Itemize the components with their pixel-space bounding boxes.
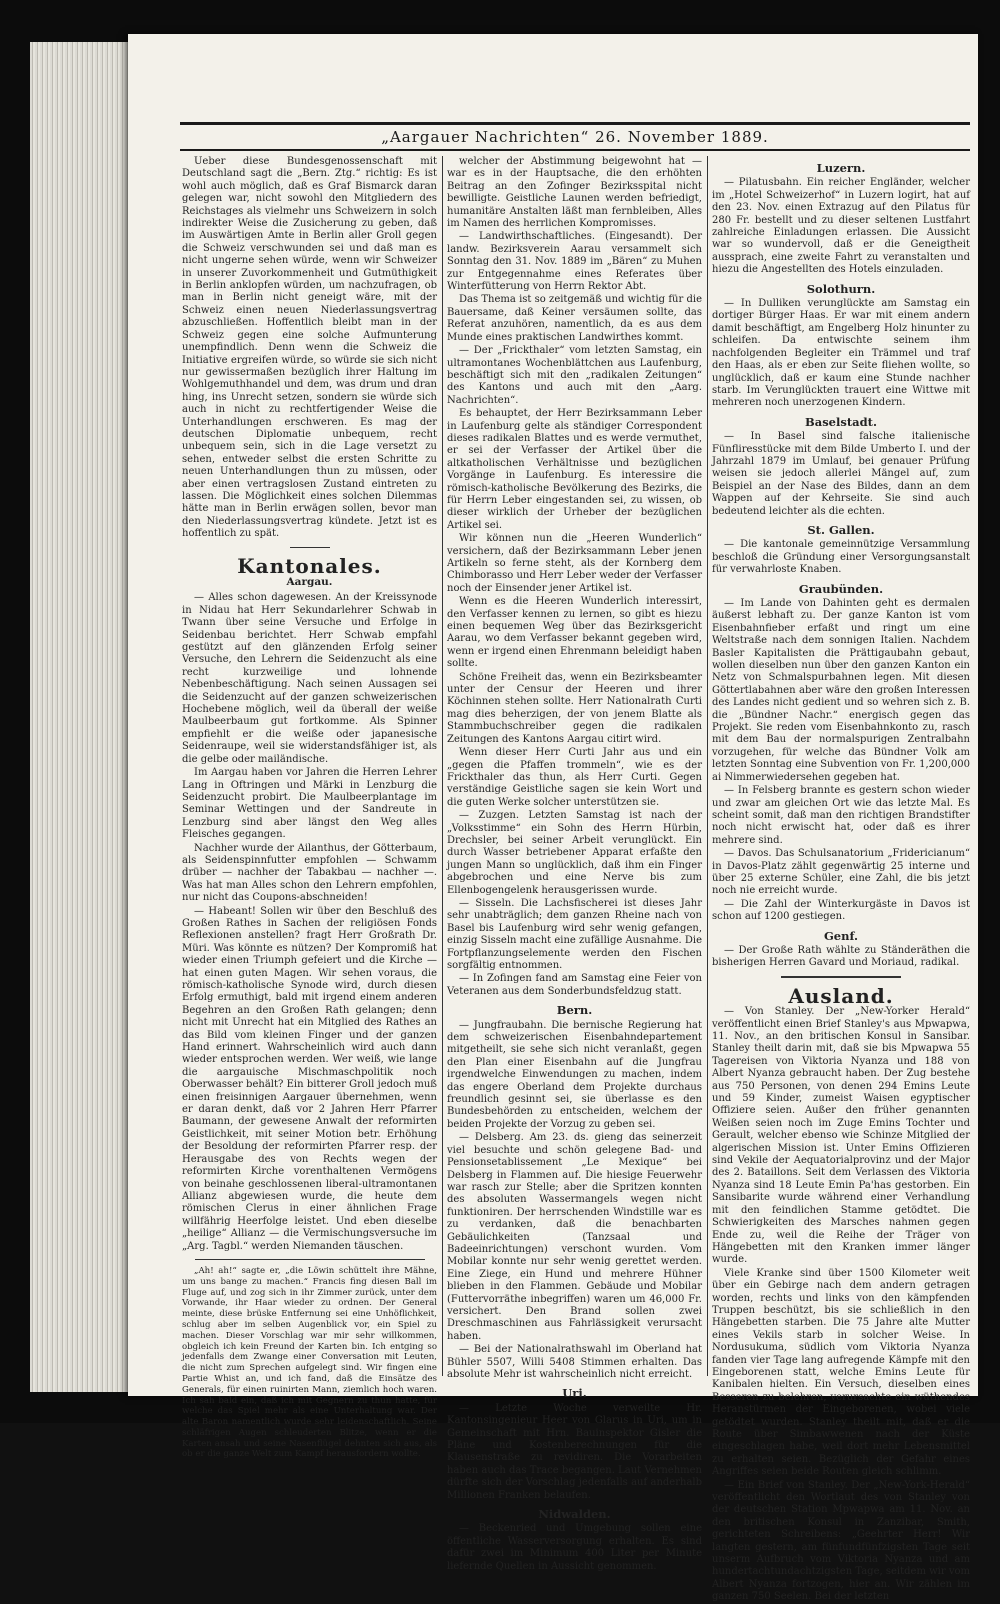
column-divider xyxy=(707,156,708,1376)
article-paragraph: — Jungfraubahn. Die bernische Regierung hat dem schweizerischen Eisenbahndepartement mitgetheilt, sie sehe sich nicht veranlaßt, gegen den Plan einer Eisenbahn auf die Jungfrau irgendwelche Einwendungen zu machen, indem das engere Oberland dem Projekte durchaus freundlich gesinnt sei, sie überlasse es den Bundesbehörden zu entscheiden, welchem der beiden Projekte der Vorzug zu geben sei. xyxy=(447,1019,702,1130)
article-paragraph: Das Thema ist so zeitgemäß und wichtig für die Bauersame, daß Keiner versäumen sollte, das Referat anzuhören, namentlich, da es aus dem Munde eines praktischen Landwirthes kommt. xyxy=(447,294,702,343)
article-paragraph: Wir können nun die „Heeren Wunderlich“ versichern, daß der Bezirksammann Leber jenen Artikeln so ferne steht, als der Kornberg dem Chimborasso und Herr Leber weder der Verfasser noch der Einsender jener Artikel ist. xyxy=(447,533,702,594)
column-3 xyxy=(712,156,970,1603)
article-paragraph: — Der „Frickthaler“ vom letzten Samstag, ein ultramontanes Wochenblättchen aus Laufenburg, beschäftigt sich mit den „radikalen Zeitungen“ des Kantons und auch mit den „Aarg. Nachrichten“. xyxy=(447,345,702,406)
article-paragraph: — In Dulliken verunglückte am Samstag ein dortiger Bürger Haas. Er war mit einem andern damit beschäftigt, am Engelberg Holz hinunter zu schleifen. Da entwischte seinem ihm nachfolgenden Begleiter ein Trämmel und traf den Haas, als er eben zur Seite fliehen wollte, so unglücklich, daß er kaum eine Stunde nachher starb. Im Verunglückten trauert eine Wittwe mit mehreren noch unerzogenen Kindern. xyxy=(712,298,970,409)
section-heading-luzern: Luzern. xyxy=(816,161,866,175)
header-rule-top xyxy=(180,122,970,125)
article-paragraph: Nachher wurde der Ailanthus, der Götterbaum, als Seidenspinnfutter empfohlen — Schwamm drüber — nachher der Tabakbau — nachher —. Was hat man Alles schon den Lehrern empfohlen, nur nicht das Coupons-abschneiden! xyxy=(182,842,437,904)
article-paragraph: Ueber diese Bundesgenossenschaft mit Deutschland sagt die „Bern. Ztg.“ richtig: Es ist wohl auch möglich, daß es Graf Bismarck daran gelegen war, nicht sowohl den Mitgliedern des Reichstages als vielmehr uns Schweizern in solch indirekter Weise die Zusicherung zu geben, daß im Auswärtigen Amte in Berlin aller Groll gegen die Schweiz verschwunden sei und daß man es nicht ungerne sehen würde, wenn wir Schweizer in unserer Zuvorkommenheit und Gutmüthigkeit in Berlin anklopfen würden, um nachzufragen, ob man in Berlin nicht geneigt wäre, mit der Schweiz einen neuen Niederlassungsvertrag abzuschließen. Hoffentlich bleibt man in der Schweiz gegen eine solche Aufmunterung unempfindlich. Denn wenn die Schweiz die Initiative ergreifen würde, so würde sie sich nicht nur gewissermaßen bezüglich ihrer Haltung im Wohlgemuthhandel und dem, was drum und dran hing, ins Unrecht setzen, sondern sie würde sich auch in nicht zu rechtfertigender Weise die Unterhandlungen erschweren. Es mag der deutschen Diplomatie unbequem, recht unbequem sein, sich in die Lage versetzt zu sehen, entweder selbst die ersten Schritte zu neuen Unterhandlungen thun zu müssen, oder aber einen vertragslosen Zustand eintreten zu lassen. Die Möglichkeit eines solchen Dilemmas hätte man in Berlin erwägen sollen, bevor man den Niederlassungsvertrag kündete. Jetzt ist es hoffentlich zu spät. xyxy=(182,156,437,540)
article-paragraph: welcher der Abstimmung beigewohnt hat — war es in der Hauptsache, die den erhöhten Beitrag an den Zofinger Bezirksspital nicht bewilligte. Geistliche Launen werden befriedigt, humanitäre Anstalten läßt man fernbleiben, Alles im Namen des herrlichen Kompromisses. xyxy=(447,156,702,230)
article-paragraph: Viele Kranke sind über 1500 Kilometer weit über ein Gebirge nach dem andern getragen worden, rechts und links von den kämpfenden Truppen beschützt, bis sie schließlich in den Hängebetten starben. Die 75 Jahre alte Mutter eines Vekils starb in solcher Weise. In Nordusukuma, südlich vom Viktoria Nyanza fanden vier Tage lang aufregende Kämpfe mit den Eingeborenen statt, welche Emins Leute für Kanibalen hielten. Ein Versuch, dieselben eines Besseren zu belehren, verursachte ein wüthendes Heranstürmen der Eingeborenen, wobei viele getödtet wurden. Stanley theilt mit, daß er die Route über Simbawwenen nach der Küste eingeschlagen habe, weil dort mehr Lebensmittel zu erhalten seien. Bezüglich der Gefahr eines Angriffes seien beide Routen gleich schlimm. xyxy=(712,1267,970,1478)
article-paragraph: — Davos. Das Schulsanatorium „Fridericianum“ in Davos-Platz zählt gegenwärtig 25 interne und über 25 externe Schüler, eine Zahl, die bis jetzt noch nie erreicht wurde. xyxy=(712,848,970,897)
article-paragraph: — Alles schon dagewesen. An der Kreissynode in Nidau hat Herr Sekundarlehrer Schwab in Twann über seine Versuche und Erfolge in Seidenbau berichtet. Herr Schwab empfahl gestützt auf den glänzenden Erfolg seiner Versuche, den Lehrern die Seidenzucht als eine recht kurzweilige und lohnende Nebenbeschäftigung. Nach seinen Aussagen sei die Seidenzucht auf der ganzen schweizerischen Hochebene möglich, weil da überall der weiße Maulbeerbaum gut fortkomme. Als Spinner empfiehlt er die weiße oder japanesische Seidenraupe, weil sie widerstandsfähiger ist, als die gelbe oder mailändische. xyxy=(182,592,437,765)
article-paragraph: — Bei der Nationalrathswahl im Oberland hat Bühler 5507, Willi 5408 Stimmen erhalten. Das absolute Mehr ist wahrscheinlich nicht erreicht. xyxy=(447,1344,702,1380)
article-paragraph: — Der Große Rath wählte zu Ständeräthen die bisherigen Herren Gavard und Moriaud, radikal. xyxy=(712,944,970,969)
article-paragraph: — Die kantonale gemeinnützige Versammlung beschloß die Gründung einer Versorgungsanstalt für verwahrloste Knaben. xyxy=(712,539,970,576)
section-heading-solothurn: Solothurn. xyxy=(806,281,876,296)
article-paragraph: — Letzte Woche verweilte Hr. Kantonsingenieur Heer von Glarus in Uri, um in Gemeinschaft mit Hrn. Bauinspektor Gisler die Pläne und Kostenberechnungen für die Klausenstraße zu revidiren. Die Vorarbeiten haben auch das Trace begangen. Laut Vernehmen dürfte sich der Vorschlag jedenfalls auf anderhalb Millionen Franken belaufen. xyxy=(447,1402,702,1501)
section-heading-bern: Bern. xyxy=(556,1003,593,1018)
column-2 xyxy=(447,156,702,1572)
page-header: „Aargauer Nachrichten“ 26. November 1889. xyxy=(381,128,769,146)
section-heading-graubuenden: Graubünden. xyxy=(798,581,884,596)
article-paragraph: — Ein Brief von Stanley. Der „New-York-Herald“ veröffentlicht den Wortlaut des von Stanley von der deutschen Station Mpwapwa am 11. Nov. an den britischen Konsul in Zanzibar, Smith, gerichteten Schreibens: „Geehrter Herr! Wir langten gestern, am fünfundfünfzigsten Tage seit unserm Aufbruch vom Viktoria Nyanza und am hundertachtundachtzigsten Tage, seitdem wir vom Albert Nyanza fortzogen, hier an. Wir zählen im ganzen 750 Seelen. Bei der letzten xyxy=(712,1479,970,1603)
section-heading-genf: Genf. xyxy=(823,928,859,943)
article-paragraph: — Beckenried und Umgebung sollen eine öffentliche Wasserversorgung erhalten. Es sind dafür zwei im Minimum 400 Liter per Minute liefernde Quellen in Aussicht genommen. xyxy=(447,1523,702,1572)
article-paragraph: — Die Zahl der Winterkurgäste in Davos ist schon auf 1200 gestiegen. xyxy=(712,898,970,923)
article-paragraph: — Im Lande von Dahinten geht es dermalen äußerst lebhaft zu. Der ganze Kanton ist vom Eisenbahnfieber erfaßt und ringt um eine Weltstraße nach dem sonnigen Italien. Nachdem Basler Kapitalisten die Prättigaubahn gebaut, wollen dieselben nun über den ganzen Kanton ein Netz von Schmalspurbahnen legen. Mit diesen Göttertlabahnen aber wäre den großen Interessen des Landes nicht gedient und so wehren sich z. B. die „Bündner Nachr.“ energisch gegen das Projekt. Sie reden vom Eisenbahnkonto zu, rasch mit dem Bau der normalspurigen Zentralbahn vorzugehen, für welche das Bündner Volk am letzten Sonntag eine Subvention von Fr. 1,200,000 ai Nimmerwiedersehen gegeben hat. xyxy=(712,598,970,783)
article-paragraph: — Pilatusbahn. Ein reicher Engländer, welcher im „Hotel Schweizerhof“ in Luzern logirt, hat auf den 23. Nov. einen Extrazug auf den Pilatus für 280 Fr. bestellt und zu dieser seltenen Lustfahrt zahlreiche Einladungen erlassen. Die Aussicht war so wundervoll, daß er die Geneigtheit aussprach, eine zweite Fahrt zu veranstalten und hiezu die Angestellten des Hotels einzuladen. xyxy=(712,177,970,276)
section-heading-st-gallen: St. Gallen. xyxy=(807,522,875,537)
feuilleton-text: „Ah! ah!“ sagte er, „die Löwin schüttelt ihre Mähne, um uns bange zu machen.“ Francis fing diesen Ball im Fluge auf, und zog sich in ihr Zimmer zurück, unter dem Vorwande, ihr Haar wieder zu ordnen. Der General meinte, diese brüske Entfernung sei eine Unhöflichkeit, schlug aber im selben Augenblick vor, ein Spiel zu machen. Dieser Vorschlag war mir sehr willkommen, obgleich ich kein Freund der Karten bin. Ich entging so jedenfalls dem Zwange einer Conversation mit Leuten, die nicht zum Sprechen aufgelegt sind. Wir fingen eine Partie Whist an, und ich fand, daß die Einsätze des Generals, für einen ruinirten Mann, ziemlich hoch waren. Ich sah bald ein, daß ich mit Gegnern zu thun hatte, für welche das Spiel mehr als eine Unterhaltung war. Der alte Baron namentlich wurde sehr leidenschaftlich. Seine schläfrigen Augen schleuderten Blitze, wenn er die Karten ansah und seine Nasenflügel dehnten sich aus, als ob er die ganze Welt zum Kampf herausfordern wollte. xyxy=(182,1265,437,1460)
separator xyxy=(290,547,330,548)
article-paragraph: Es behauptet, der Herr Bezirksammann Leber in Laufenburg gelte als ständiger Correspondent dieses radikalen Blattes und es werde vermuthet, er sei der Verfasser der Artikel über die altkatholischen Verhältnisse und bezüglichen Vorgänge in Laufenburg. Es interessire die römisch-katholische Bevölkerung des Bezirks, die für Herrn Leber eingestanden sei, zu wissen, ob dieser wirklich der Urheber der bezüglichen Artikel sei. xyxy=(447,408,702,531)
separator xyxy=(781,976,901,978)
article-paragraph: — Landwirthschaftliches. (Eingesandt). Der landw. Bezirksverein Aarau versammelt sich Sonntag den 31. Nov. 1889 im „Bären“ zu Muhen zur Entgegennahme eines Referates über Winterfütterung von Herrn Rektor Abt. xyxy=(447,231,702,293)
section-heading-ausland: Ausland. xyxy=(788,983,894,1008)
article-paragraph: Im Aargau haben vor Jahren die Herren Lehrer Lang in Oftringen und Märki in Lenzburg die Seidenzucht probirt. Die Maulbeerplantage im Seminar Wettingen und der Sandreute in Lenzburg sind aber längst den Weg alles Fleisches gegangen. xyxy=(182,767,437,841)
article-paragraph: — Sisseln. Die Lachsfischerei ist dieses Jahr sehr unabträglich; dem ganzen Rheine nach von Basel bis Laufenburg wird sehr wenig gefangen, einzig Sisseln macht eine zufällige Ausnahme. Die Fortpflanzungselemente werden den Fischen sorgfältig entnommen. xyxy=(447,897,702,971)
column-1 xyxy=(182,156,437,1460)
article-paragraph: — In Felsberg brannte es gestern schon wieder und zwar am gleichen Ort wie das letzte Mal. Es scheint somit, daß man den richtigen Brandstifter noch nicht erwischt hat, oder daß es ihrer mehrere sind. xyxy=(712,785,970,846)
article-paragraph: Wenn dieser Herr Curti Jahr aus und ein „gegen die Pfaffen trommeln“, wie es der Frickthaler das thun, als Herr Curti. Gegen verständige Geistliche sagen sie kein Wort und die guten Werke solcher unterstützen sie. xyxy=(447,747,702,808)
feuilleton-rule xyxy=(195,1259,425,1260)
section-heading-baselstadt: Baselstadt. xyxy=(805,414,877,429)
article-paragraph: — Zuzgen. Letzten Samstag ist nach der „Volksstimme“ ein Sohn des Herrn Hürbin, Drechsler, bei seiner Arbeit verunglückt. Ein durch Wasser betriebener Apparat erfaßte den jungen Mann so unglücklich, daß ihm ein Finger abgebrochen und eine Nerve bis zum Ellenbogengelenk herausgerissen wurde. xyxy=(447,810,702,896)
article-paragraph: — In Basel sind falsche italienische Fünfliresstücke mit dem Bilde Umberto I. und der Jahrzahl 1879 im Umlauf, bei genauer Prüfung weisen sie jedoch allerlei Mängel auf, zum Beispiel an der Nase des Bildes, dann an dem Wappen auf der Kehrseite. Sie sind auch bedeutend leichter als die echten. xyxy=(712,431,970,517)
article-paragraph: — Habeant! Sollen wir über den Beschluß des Großen Rathes in Sachen der religiösen Fonds Reflexionen anstellen? fragt Herr Großrath Dr. Müri. Was könnte es nützen? Der Kompromiß hat wieder einen Triumph gefeiert und die Kirche — hat einen guten Magen. Wir sehen voraus, die römisch-katholische Synode wird, durch diesen Erfolg ermuthigt, bald mit irgend einem anderen Begehren an den Großen Rath gelangen; denn nicht mit Unrecht hat ein Mitglied des Rathes an das Bild vom kleinen Finger und der ganzen Hand erinnert. Wahrscheinlich wird auch dann wieder entsprochen werden. Wer weiß, wie lange die aargauische Mischmaschpolitik noch Oberwasser behält? Ein bitterer Groll jedoch muß einen freisinnigen Aargauer übernehmen, wenn er daran denkt, daß vor 2 Jahren Herr Pfarrer Baumann, der gewesene Anwalt der reformirten Geistlichkeit, mit seiner Motion betr. Erhöhung der Besoldung der reformirten Pfarrer resp. der Herausgabe des von Rechts wegen der reformirten Kirche vorenthaltenen Vermögens von beinahe geschlossenen liberal-ultramontanen Allianz abgewiesen wurde, die heute dem römischen Clerus in einer ähnlichen Frage willfährig Heerfolge leistet. Und eben dieselbe „heilige“ Allianz — die Vermischungsversuche im „Arg. Tagbl.“ werden Niemanden täuschen. xyxy=(182,905,437,1252)
section-heading-uri: Uri. xyxy=(562,1386,587,1401)
article-paragraph: — In Zofingen fand am Samstag eine Feier von Veteranen aus dem Sonderbundsfeldzug statt. xyxy=(447,973,702,997)
article-paragraph: Schöne Freiheit das, wenn ein Bezirksbeamter unter der Censur der Heeren und ihrer Köchinnen stehen sollte. Herr Nationalrath Curti mag dies beherzigen, der von jenem Blatte als Stammbuchschreiber gegen die radikalen Zeitungen des Kantons Aargau citirt wird. xyxy=(447,671,702,745)
section-heading-kantonales: Kantonales. xyxy=(237,553,382,578)
article-paragraph: — Von Stanley. Der „New-Yorker Herald“ veröffentlicht einen Brief Stanley's aus Mpwapwa, 11. Nov., an den britischen Konsul in Sansibar. Stanley theilt darin mit, daß sie bis Mpwapwa 55 Tagereisen von Viktoria Nyanza und 188 von Albert Nyanza gebraucht haben. Der Zug bestehe aus 750 Personen, von denen 294 Emins Leute und 59 Kinder, zumeist Waisen egyptischer Offiziere seien. Außer den früher genannten Weißen seien noch im Zuge Emins Tochter und Gerault, welcher ebenso wie Schinze Mitglied der algerischen Mission ist. Unter Emins Offizieren sind Vekile der Aequatorialprovinz und der Major des 2. Bataillons. Seit dem Verlassen des Viktoria Nyanza sind 18 Leute Emin Pa'has gestorben. Ein Sansibarite wurde während einer Verhandlung mit den feindlichen Stamme getödtet. Die Schwierigkeiten des Marsches nahmen gegen Ende zu, weil die Reihe der Träger von Hängebetten mit den Kranken immer länger wurde. xyxy=(712,1006,970,1266)
subheading-aargau: Aargau. xyxy=(286,576,333,588)
section-heading-nidwalden: Nidwalden. xyxy=(538,1507,611,1522)
article-paragraph: — Delsberg. Am 23. ds. gieng das seinerzeit viel besuchte und schön gelegene Bad- und Pensionsetablissement „Le Mexique“ bei Delsberg in Flammen auf. Die hiesige Feuerwehr war rasch zur Stelle; aber die Spritzen konnten des absoluten Wassermangels wegen nicht funktioniren. Der herrschenden Windstille war es zu verdanken, daß die benachbarten Gebäulichkeiten (Tanzsaal und Badeeinrichtungen) verschont wurden. Vom Mobilar konnte nur sehr wenig gerettet werden. Eine Ziege, ein Hund und mehrere Hühner blieben in den Flammen. Gebäude und Mobilar (Futtervorräthe inbegriffen) waren um 46,000 Fr. versichert. Den Brand sollen zwei Dreschmaschinen aus Fahrlässigkeit verursacht haben. xyxy=(447,1132,702,1342)
column-divider xyxy=(442,156,443,1376)
article-paragraph: Wenn es die Heeren Wunderlich interessirt, den Verfasser kennen zu lernen, so gibt es hiezu einen bequemen Weg über das Bezirksgericht Aarau, wo dem Verfasser bekannt gegeben wird, wenn er irgend einen Ehrenmann beleidigt haben sollte. xyxy=(447,596,702,670)
header-rule-bottom xyxy=(180,149,970,151)
